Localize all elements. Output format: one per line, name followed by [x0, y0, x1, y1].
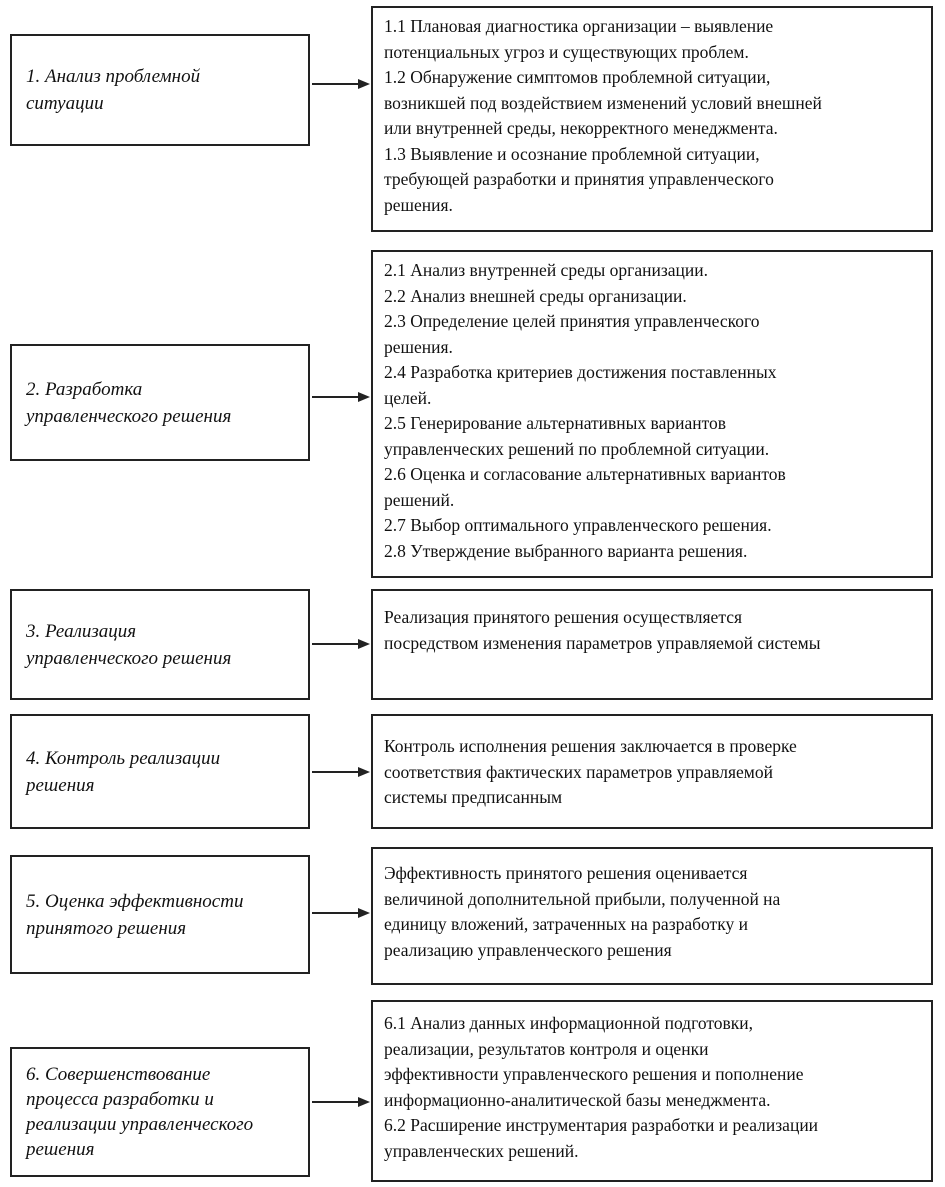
detail-box-4: Контроль исполнения решения заключается в проверке соответствия фактических параметров управляемой системы предписанным — [371, 714, 933, 829]
stage-label-1: 1. Анализ проблемной ситуации — [26, 66, 201, 114]
stage-box-6 — [10, 1047, 310, 1177]
arrow-right-icon — [312, 1095, 370, 1109]
arrow-right-icon — [312, 765, 370, 779]
stage-box-5 — [10, 855, 310, 974]
arrow-right-icon — [312, 77, 370, 91]
detail-box-5: Эффективность принятого решения оценивается величиной дополнительной прибыли, полученной на единицу вложений, затраченных на разработку и реализацию управленческого решения — [371, 847, 933, 985]
stage-box-4 — [10, 714, 310, 829]
stage-label-3: 3. Реализация управленческого решения — [26, 620, 232, 669]
arrow-right-icon — [312, 390, 370, 404]
arrow-right-icon — [312, 906, 370, 920]
stage-box-1 — [10, 34, 310, 146]
stage-box-3 — [10, 589, 310, 700]
stage-label-2: 2. Разработка управленческого решения — [26, 378, 232, 427]
arrow-right-icon — [312, 637, 370, 651]
stage-box-2 — [10, 344, 310, 461]
detail-box-3: Реализация принятого решения осуществляется посредством изменения параметров управляемой системы — [371, 589, 933, 700]
stage-label-5: 5. Оценка эффективности принятого решения — [26, 890, 244, 939]
stage-label-4: 4. Контроль реализации решения — [26, 747, 221, 796]
stage-label-6: 6. Совершенствование процесса разработки и реализации управленческого решения — [26, 1064, 254, 1160]
detail-box-2: 2.1 Анализ внутренней среды организации. 2.2 Анализ внешней среды организации. 2.3 Определение целей принятия управленческого решения. 2.4 Разработка критериев достижения поставленных целей. 2.5 Генерирование альтернативных вариантов управленческих решений по проблемной ситуации. 2.6 Оценка и согласование альтернативных вариантов решений. 2.7 Выбор оптимального управленческого решения. 2.8 Утверждение выбранного варианта решения. — [371, 250, 933, 578]
detail-box-1: 1.1 Плановая диагностика организации – выявление потенциальных угроз и существующих проблем. 1.2 Обнаружение симптомов проблемной ситуации, возникшей под воздействием изменений условий внешней или внутренней среды, некорректного менеджмента. 1.3 Выявление и осознание проблемной ситуации, требующей разработки и принятия управленческого решения. — [371, 6, 933, 232]
detail-box-6: 6.1 Анализ данных информационной подготовки, реализации, результатов контроля и оценки эффективности управленческого решения и пополнение информационно-аналитической базы менеджмента. 6.2 Расширение инструментария разработки и реализации управленческих решений. — [371, 1000, 933, 1182]
